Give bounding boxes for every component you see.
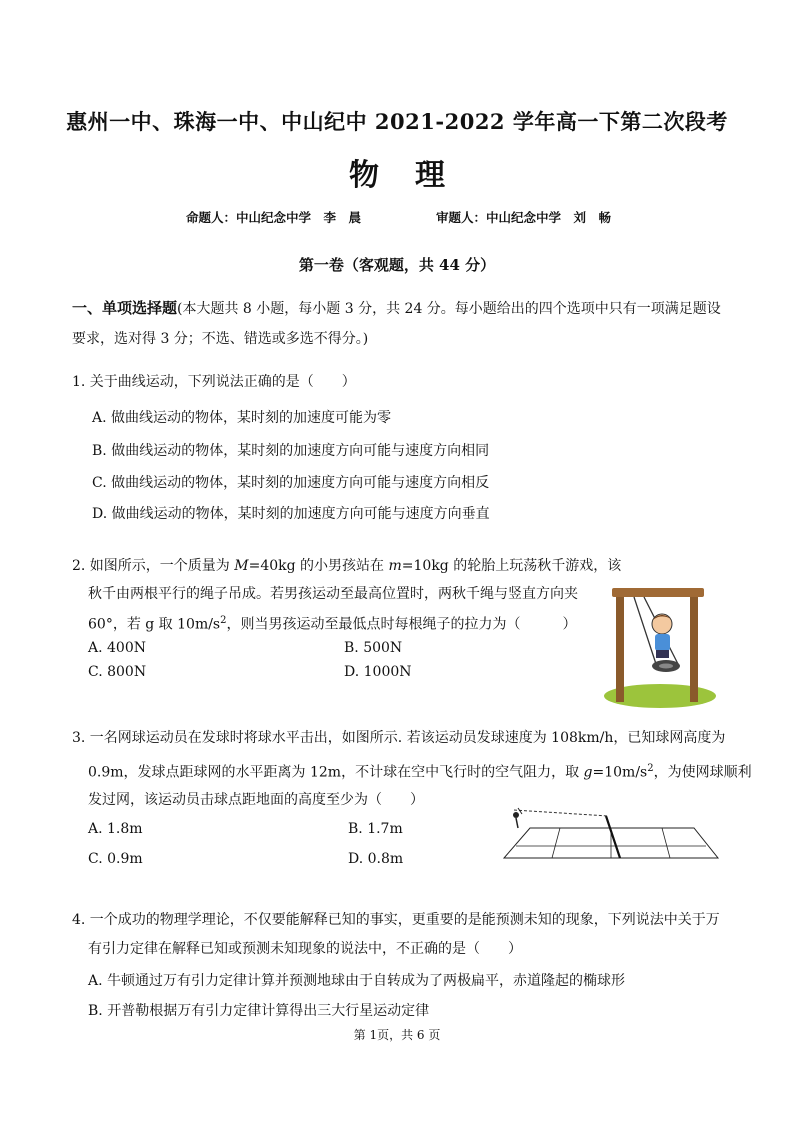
q4-line1: 4. 一个成功的物理学理论，不仅要能解释已知的事实，更重要的是能预测未知的现象，下列说法中关于万 xyxy=(72,912,720,928)
q2-line1: 2. 如图所示，一个质量为 M=40kg 的小男孩站在 m=10kg 的轮胎上玩荡秋千游戏，该 xyxy=(72,558,622,574)
swing-post-left xyxy=(616,594,624,702)
q2-option-a: A. 400N xyxy=(88,640,146,656)
author-label: 命题人：中山纪念中学 李 晨 xyxy=(186,210,362,225)
q1-option-a: A. 做曲线运动的物体，某时刻的加速度可能为零 xyxy=(92,410,392,426)
q1-option-d: D. 做曲线运动的物体，某时刻的加速度方向可能与速度方向垂直 xyxy=(92,506,490,522)
q2-option-b: B. 500N xyxy=(344,640,403,656)
boy-shorts xyxy=(656,650,669,658)
ball-trajectory xyxy=(514,810,608,816)
tennis-figure xyxy=(500,806,722,862)
q2-var-M: M xyxy=(234,558,249,574)
q3-option-c: C. 0.9m xyxy=(88,851,143,867)
court-line-left xyxy=(552,828,560,858)
q1-stem: 1. 关于曲线运动，下列说法正确的是（ ） xyxy=(72,374,356,390)
swing-post-right xyxy=(690,594,698,702)
q2-option-d: D. 1000N xyxy=(344,664,412,680)
tennis-net-post xyxy=(606,816,620,858)
q3-option-b: B. 1.7m xyxy=(348,821,403,837)
q3-option-a: A. 1.8m xyxy=(88,821,143,837)
q2-line3: 60°，若 g 取 $10m/s^2$，则当男孩运动至最低点时每根绳子的拉力为（ ） xyxy=(88,615,577,633)
q1-option-b: B. 做曲线运动的物体，某时刻的加速度方向可能与速度方向相同 xyxy=(92,443,490,459)
player-head xyxy=(513,812,519,818)
reviewer-label: 审题人：中山纪念中学 刘 畅 xyxy=(436,210,612,225)
swing-rope-left xyxy=(634,597,656,664)
q3-option-d: D. 0.8m xyxy=(348,851,404,867)
q1-option-c: C. 做曲线运动的物体，某时刻的加速度方向可能与速度方向相反 xyxy=(92,475,490,491)
q3-line3: 发过网，该运动员击球点距地面的高度至少为（ ） xyxy=(88,792,424,808)
page-footer: 第 1页，共 6 页 xyxy=(353,1028,441,1042)
part-heading: 第一卷（客观题，共 44 分） xyxy=(298,256,496,274)
q3-line2: 0.9m，发球点距球网的水平距离为 12m，不计球在空中飞行时的空气阻力，取 $g=10m/s^2$，为使网球顺利 xyxy=(88,763,752,781)
q4-option-b: B. 开普勒根据万有引力定律计算得出三大行星运动定律 xyxy=(88,1003,430,1019)
tire-hole xyxy=(659,664,673,669)
q2-line2: 秋千由两根平行的绳子吊成。若男孩运动至最高位置时，两秋千绳与竖直方向夹 xyxy=(88,586,578,602)
court-line-right xyxy=(662,828,670,858)
section-instructions: (本大题共 8 小题，每小题 3 分，共 24 分。每小题给出的四个选项中只有一项满足题设要求，选对得 3 分；不选、错选或多选不得分。) xyxy=(72,301,721,347)
boy-shirt xyxy=(655,634,670,651)
q2-var-m: m xyxy=(388,558,402,574)
player-body xyxy=(516,818,518,828)
exam-title: 惠州一中、珠海一中、中山纪中 2021-2022 学年高一下第二次段考 xyxy=(66,109,728,134)
section-header xyxy=(72,293,722,354)
q3-line1: 3. 一名网球运动员在发球时将球水平击出，如图所示. 若该运动员发球速度为 108km/h，已知球网高度为 xyxy=(72,730,726,746)
section-title: 一、单项选择题 xyxy=(72,299,178,317)
q4-option-a: A. 牛顿通过万有引力定律计算并预测地球由于自转成为了两极扁平，赤道隆起的椭球形 xyxy=(88,973,626,989)
swing-figure xyxy=(600,584,716,710)
player-racket xyxy=(518,808,522,814)
q2-option-c: C. 800N xyxy=(88,664,147,680)
swing-crossbar xyxy=(612,588,704,597)
q4-line2: 有引力定律在解释已知或预测未知现象的说法中，不正确的是（ ） xyxy=(88,941,522,957)
boy-head xyxy=(652,614,672,634)
q3-var-g: g xyxy=(583,764,593,781)
subject-title: 物理 xyxy=(349,158,481,193)
